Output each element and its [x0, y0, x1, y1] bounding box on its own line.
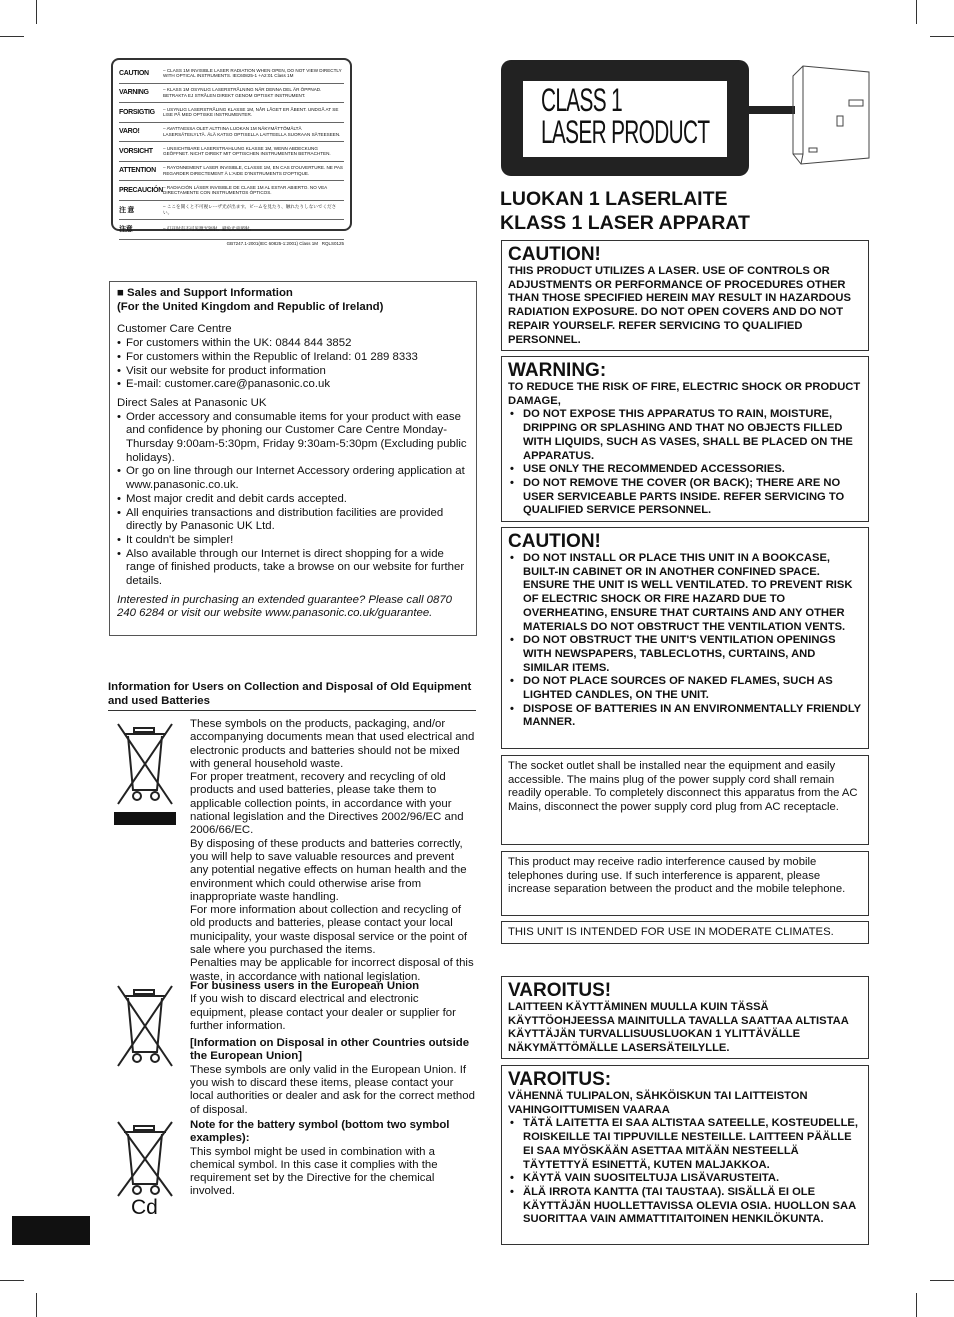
crop-mark	[916, 0, 917, 24]
varoitus-title: VAROITUS!	[508, 980, 612, 1001]
crop-mark	[916, 1293, 917, 1317]
list-item: • DO NOT EXPOSE THIS APPARATUS TO RAIN, MOISTURE, DRIPPING OR SPLASHING AND THAT NO OBJECTS FILLED WITH LIQUIDS, SUCH AS VASES, SHALL BE PLACED ON THE APPARATUS.	[508, 408, 862, 463]
label-footer: GB7247.1-2001(IEC 60825-1:2001) Class 1M RQLS0125	[226, 240, 344, 246]
support-info-box	[109, 281, 477, 636]
varoitus-box	[501, 1065, 869, 1245]
list-item: • E-mail: customer.care@panasonic.co.uk	[117, 378, 469, 392]
list-item: • DO NOT OBSTRUCT THE UNIT'S VENTILATION OPENINGS WITH NEWSPAPERS, TABLECLOTHS, CURTAINS, AND SIMILAR ITEMS.	[508, 634, 862, 675]
list-item: • TÄTÄ LAITETTA EI SAA ALTISTAA SATEELLE, KOSTEUDELLE, ROISKEILLE TAI TIPPUVILLE NESTEILLE. LAITTEEN PÄÄLLE EI SAA MYÖSKÄÄN ASETTAA MITÄÄN NESTEELLÄ TÄYTETTYÄ ESINETTÄ, KUTEN MALJAKKOA.	[508, 1117, 862, 1172]
guarantee-text: Interested in purchasing an extended guarantee? Please call 0870 240 6284 or visit our website www.panasonic.co.uk/guarantee.	[117, 593, 453, 620]
support-subheading: (For the United Kingdom and Republic of Ireland)	[117, 300, 384, 313]
list-item: • DO NOT PLACE SOURCES OF NAKED FLAMES, SUCH AS LIGHTED CANDLES, ON THE UNIT.	[508, 675, 862, 702]
label-row: ATTENTION – RAYONNEMENT LASER INVISIBLE, CLASSE 1M, EN CAS D'OUVERTURE. NE PAS REGARDER DIRECTEMENT À L'AIDE D'INSTRUMENTS D'OPTIQUE.	[119, 162, 344, 182]
disposal-text: These symbols on the products, packaging, and/or accompanying documents mean that used electrical and electronic products and batteries should not be mixed with general household waste. For proper treatment, recovery and recycling of old products and used batteries, please take them to applicable collection points, in accordance with your national legislation and the Directives 2002/96/EC and 2006/66/EC. By disposing of these products and batteries correctly, you will help to save valuable resources and prevent any potential negative effects on human health and the environment which could otherwise arise from inappropriate waste handling. For more information about collection and recycling of old products and batteries, please contact your local municipality, your waste disposal service or the point of sale where you purchased the items. Penalties may be applicable for incorrect disposal of this waste, in accordance with national legislation.	[190, 718, 475, 983]
caution-title: CAUTION!	[508, 531, 601, 552]
varoitus-intro: VÄHENNÄ TULIPALON, SÄHKÖISKUN TAI LAITTEISTON VAHINGOITTUMISEN VAARAA	[508, 1090, 808, 1116]
label-row: VARO! – AVATTAESSA OLET ALTTIINA LUOKAN 1M NÄKYMÄTTÖMÄLTÄ LASERSÄTEILYLTÄ. ÄLÄ KATSO OPTISELLA LAITTEELLA SUORAAN SÄTEESEEN.	[119, 123, 344, 143]
climate-note: THIS UNIT IS INTENDED FOR USE IN MODERATE CLIMATES.	[501, 921, 869, 944]
caution-title: CAUTION!	[508, 244, 601, 265]
direct-sales-title: Direct Sales at Panasonic UK	[117, 396, 267, 409]
care-centre-list	[117, 337, 469, 392]
label-row: VARNING – KLASS 1M OSYNLIG LASERSTRÅLNING NÄR DENNA DEL ÄR ÖPPNAD. BETRAKTA EJ STRÅLEN DIREKT GENOM OPTISKT INSTRUMENT.	[119, 84, 344, 104]
class-heading: LUOKAN 1 LASERLAITE KLASS 1 LASER APPARAT	[500, 188, 750, 234]
label-row: 注 意 – ここを開くと不可視レーザ光が出ます。ビームを見たり、触れたりしないでください。	[119, 201, 344, 221]
list-item: • Order accessory and consumable items for your product with ease and confidence by phoning our Customer Care Centre Monday-Thursday 9:00am-5:30pm, Friday 9:30am-5:30pm (Excluding public holidays).	[117, 411, 469, 466]
warning-intro: TO REDUCE THE RISK OF FIRE, ELECTRIC SHOCK OR PRODUCT DAMAGE,	[508, 381, 861, 407]
list-item: • For customers within the UK: 0844 844 3852	[117, 337, 469, 351]
crop-mark	[930, 36, 954, 37]
list-item: • DO NOT REMOVE THE COVER (OR BACK); THERE ARE NO USER SERVICEABLE PARTS INSIDE. REFER SERVICING TO QUALIFIED SERVICE PERSONNEL.	[508, 477, 862, 518]
list-item: • All enquiries transactions and distribution facilities are provided directly by Panasonic UK Ltd.	[117, 507, 469, 534]
device-illustration-icon	[789, 62, 871, 166]
warning-title: WARNING:	[508, 360, 607, 381]
list-item: • DO NOT INSTALL OR PLACE THIS UNIT IN A BOOKCASE, BUILT-IN CABINET OR IN ANOTHER CONFINED SPACE. ENSURE THE UNIT IS WELL VENTILATED. TO PREVENT RISK OF ELECTRIC SHOCK OR FIRE HAZARD DUE TO OVERHEATING, ENSURE THAT CURTAINS AND ANY OTHER MATERIALS DO NOT OBSTRUCT THE VENTILATION VENTS.	[508, 552, 862, 634]
label-row: VORSICHT – UNSICHTBARE LASERSTRAHLUNG KLASSE 1M, WENN ABDECKUNG GEÖFFNET. NICHT DIREKT MIT OPTISCHEN INSTRUMENTEN BETRACHTEN.	[119, 142, 344, 162]
page-tab	[12, 1216, 90, 1245]
label-row: PRECAUCIÓN – RADIACIÓN LÁSER INVISIBLE DE CLASE 1M AL ESTAR ABIERTO. NO VEA DIRECTAMENTE CON INSTRUMENTOS ÓPTICOS.	[119, 181, 344, 201]
business-section: For business users in the European Union If you wish to discard electrical and electronic equipment, please contact your dealer or supplier for further information. [Information on Disposal in other Countries outside the European Union] These symbols are only valid in the European Union. If you wish to discard these items, please contact your local authorities or dealer and ask for the correct method of disposal.	[190, 980, 475, 1116]
caution-box	[501, 240, 869, 351]
crop-mark	[36, 0, 37, 24]
radio-note: This product may receive radio interference caused by mobile telephones during use. If such interference is apparent, please increase separation between the product and the mobile telephone.	[501, 851, 869, 916]
crossed-bin-icon	[110, 718, 180, 810]
crossed-bin-icon	[110, 1120, 180, 1200]
divider	[108, 710, 476, 711]
crop-mark	[0, 1280, 24, 1281]
support-heading: ■ Sales and Support Information	[117, 287, 293, 299]
varoitus-title: VAROITUS:	[508, 1069, 612, 1090]
list-item: • KÄYTÄ VAIN SUOSITELTUJA LISÄVARUSTEITA.	[508, 1172, 862, 1186]
battery-section: Note for the battery symbol (bottom two symbol examples): This symbol might be used in combination with a chemical symbol. In this case it complies with the requirement set by the Directive for the chemical involved.	[190, 1119, 450, 1198]
crop-mark	[930, 1280, 954, 1281]
varoitus-body: LAITTEEN KÄYTTÄMINEN MUULLA KUIN TÄSSÄ KÄYTTÖOHJEESSA MAINITULLA TAVALLA SAATTAA ALTISTAA KÄYTTÄJÄN TURVALLISUUSLUOKAN 1 YLITTÄVÄLLE NÄKYMÄTTÖMÄLLE LASERSÄTEILYLLE.	[508, 1001, 849, 1055]
list-item: • Most major credit and debit cards accepted.	[117, 493, 469, 507]
care-centre-title: Customer Care Centre	[117, 323, 232, 336]
list-item: • Visit our website for product information	[117, 365, 469, 379]
label-row: FORSIGTIG – USYNLIG LASERSTRÅLING KLASSE 1M, NÅR LÅGET ER ÅBENT. UNDGÅ AT SE LISE PÅ MED OPTISKE INSTRUMENTER.	[119, 103, 344, 123]
crop-mark	[36, 1293, 37, 1317]
list-item: • Or go on line through our Internet Accessory ordering application at www.panasonic.co.uk.	[117, 465, 469, 492]
black-bar	[114, 812, 176, 825]
caution-body: THIS PRODUCT UTILIZES A LASER. USE OF CONTROLS OR ADJUSTMENTS OR PERFORMANCE OF PROCEDURES OTHER THAN THOSE SPECIFIED HEREIN MAY RESULT IN HAZARDOUS RADIATION EXPOSURE. DO NOT OPEN COVERS AND DO NOT REPAIR YOURSELF. REFER SERVICING TO QUALIFIED PERSONNEL.	[508, 265, 851, 346]
list-item: • It couldn't be simpler!	[117, 534, 469, 548]
crossed-bin-icon	[110, 980, 180, 1072]
direct-sales-list	[117, 411, 469, 589]
list-item: • DISPOSE OF BATTERIES IN AN ENVIRONMENTALLY FRIENDLY MANNER.	[508, 703, 862, 730]
list-item: • USE ONLY THE RECOMMENDED ACCESSORIES.	[508, 463, 862, 477]
crop-mark	[0, 36, 24, 37]
list-item: • ÄLÄ IRROTA KANTTA (TAI TAUSTAA). SISÄLLÄ EI OLE KÄYTTÄJÄN HUOLLETTAVISSA OLEVIA OSIA. HUOLLON SAA SUORITTAA VAIN AMMATTITAITOINEN HENKILÖKUNTA.	[508, 1186, 862, 1227]
laser-warning-label	[111, 58, 352, 246]
caution-box	[501, 527, 869, 749]
warning-box	[501, 356, 869, 522]
chemical-symbol: Cd	[131, 1196, 158, 1219]
disposal-heading: Information for Users on Collection and Disposal of Old Equipment and used Batteries	[108, 681, 472, 707]
class-label-text: CLASS 1 LASER PRODUCT	[541, 82, 710, 150]
varoitus-box	[501, 976, 869, 1059]
label-row: 注意 – 打开时有不可见激光辐射，避免光束照射。	[119, 220, 344, 240]
list-item: • Also available through our Internet is direct shopping for a wide range of finished products, take a browse on our website for further details.	[117, 548, 469, 589]
list-item: • For customers within the Republic of Ireland: 01 289 8333	[117, 351, 469, 365]
socket-note: The socket outlet shall be installed near the equipment and easily accessible. The mains plug of the power supply cord shall remain readily operable. To completely disconnect this apparatus from the AC Mains, disconnect the power supply cord plug from AC receptacle.	[501, 755, 869, 845]
label-row: CAUTION – CLASS 1M INVISIBLE LASER RADIATION WHEN OPEN, DO NOT VIEW DIRECTLY WITH OPTICAL INSTRUMENTS. IEC60825-1 +A2:01 Class 1M	[119, 64, 344, 84]
